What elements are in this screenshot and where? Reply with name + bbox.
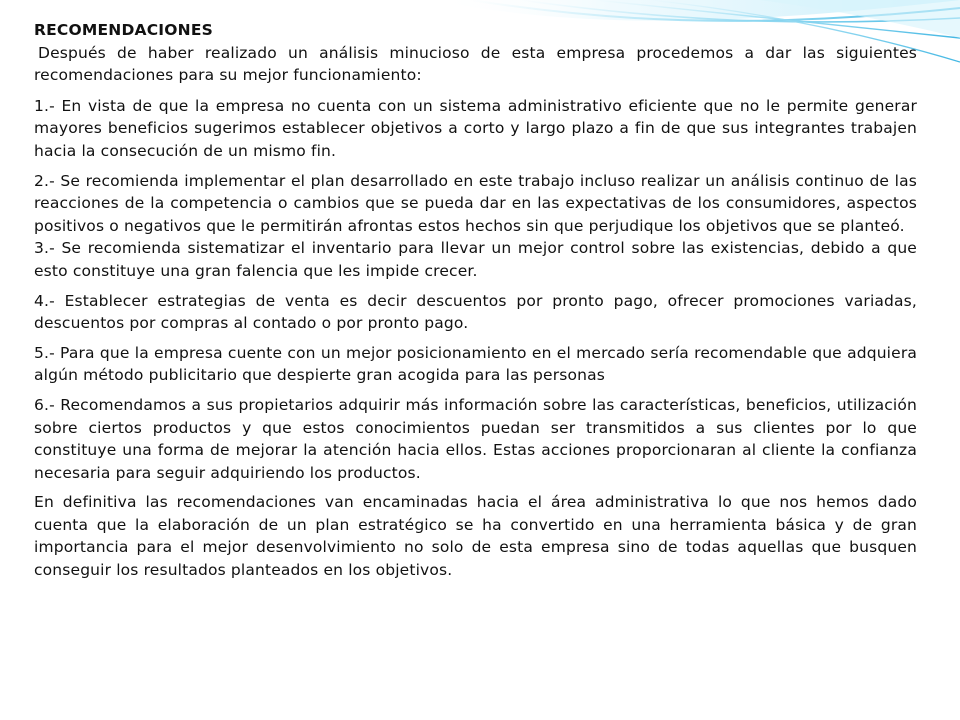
recommendation-5: 5.- Para que la empresa cuente con un mejor posicionamiento en el mercado sería recomendable que adquiera algún método publicitario que despierte gran acogida para las personas [34, 343, 917, 385]
conclusion-paragraph: En definitiva las recomendaciones van encaminadas hacia el área administrativa lo que nos hemos dado cuenta que la elaboración de un plan estratégico se ha convertido en una herramienta básica y de gran importancia para el mejor desenvolvimiento no solo de esta empresa sino de todas aquellas que busquen conseguir los resultados planteados en los objetivos. [34, 493, 917, 580]
intro-paragraph: Después de haber realizado un análisis minucioso de esta empresa procedemos a dar las siguientes recomendaciones para su mejor funcionamiento: [34, 43, 917, 85]
recommendations-text-block [34, 19, 917, 589]
recommendation-4: 4.- Establecer estrategias de venta es decir descuentos por pronto pago, ofrecer promociones variadas, descuentos por compras al contado o por pronto pago. [34, 291, 917, 333]
recommendation-3: 3.- Se recomienda sistematizar el inventario para llevar un mejor control sobre las existencias, debido a que esto constituye una gran falencia que les impide crecer. [34, 239, 917, 280]
recommendation-6: 6.- Recomendamos a sus propietarios adquirir más información sobre las características, beneficios, utilización sobre ciertos productos y que estos conocimientos puedan ser transmitidos a sus clientes por lo que constituye una forma de mejorar la atención hacia ellos. Estas acciones proporcionaran al cliente la confianza necesaria para seguir adquiriendo los productos. [34, 395, 917, 482]
page-title: RECOMENDACIONES [34, 21, 213, 39]
recommendation-1: 1.- En vista de que la empresa no cuenta con un sistema administrativo eficiente que no le permite generar mayores beneficios sugerimos establecer objetivos a corto y largo plazo a fin de que sus integrantes trabajen hacia la consecución de un mismo fin. [34, 96, 917, 160]
recommendation-2: 2.- Se recomienda implementar el plan desarrollado en este trabajo incluso realizar un análisis continuo de las reacciones de la competencia o cambios que se pueda dar en las expectativas de los consumidores, aspectos positivos o negativos que le permitirán afrontas estos hechos sin que perjudique los objetivos que se planteó. [34, 171, 917, 235]
